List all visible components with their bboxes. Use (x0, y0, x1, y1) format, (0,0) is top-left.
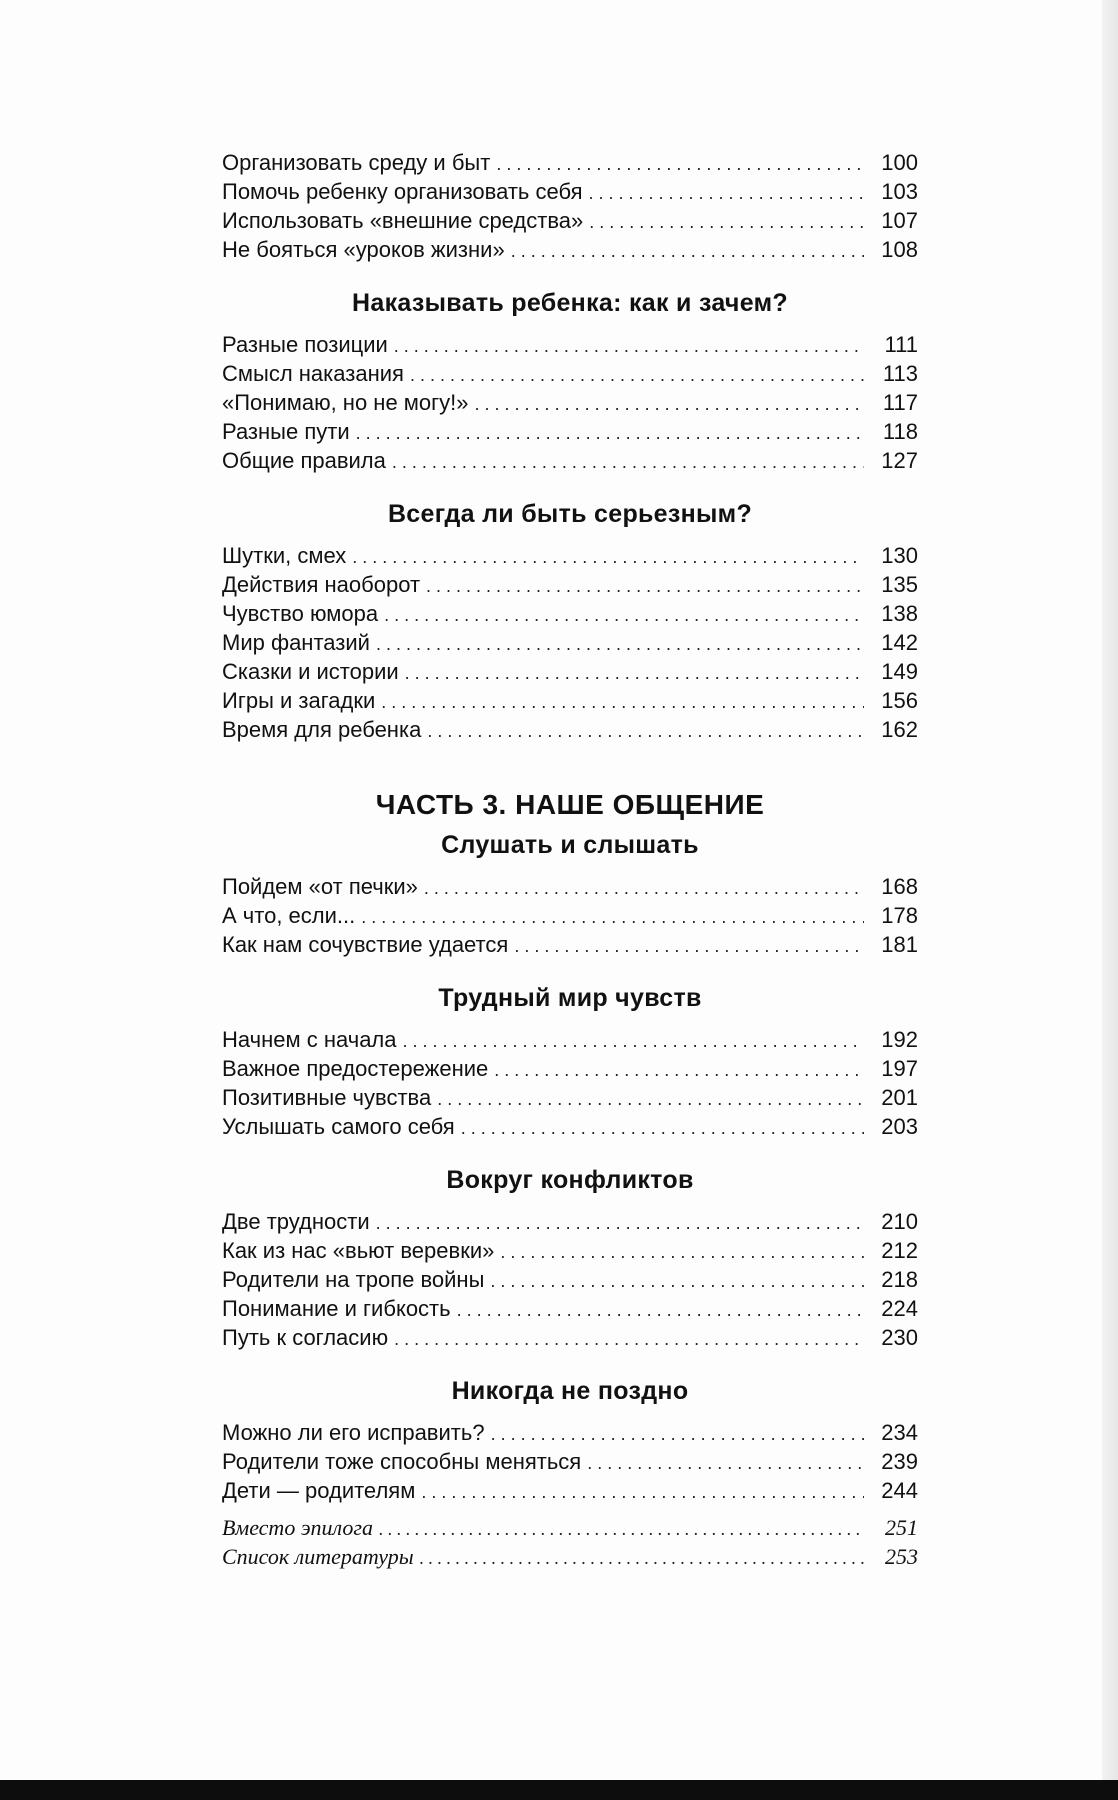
dot-leader (420, 1544, 864, 1573)
toc-section-listening (222, 830, 918, 959)
toc-entry[interactable] (222, 1513, 918, 1542)
toc-entry-page: 142 (881, 630, 918, 655)
toc-entry-page: 234 (881, 1420, 918, 1445)
toc-entry-title: Пойдем «от печки» (222, 874, 418, 899)
toc-entry[interactable] (222, 1236, 918, 1265)
toc-entry[interactable] (222, 1447, 918, 1476)
toc-entry-page: 212 (881, 1238, 918, 1263)
toc-entry-title: Общие правила (222, 448, 386, 473)
toc-entry-page: 138 (881, 601, 918, 626)
toc-entry[interactable] (222, 1112, 918, 1141)
dot-leader (376, 630, 864, 659)
toc-entry-title: Родители на тропе войны (222, 1267, 485, 1292)
toc-entry-title: Не бояться «уроков жизни» (222, 237, 505, 262)
dot-leader (361, 903, 864, 932)
toc-entry-page: 197 (881, 1056, 918, 1081)
toc-entry-title: Использовать «внешние средства» (222, 208, 584, 233)
toc-entry-page: 168 (881, 874, 918, 899)
dot-leader (381, 688, 864, 717)
toc-entry-title: Чувство юмора (222, 601, 379, 626)
toc-entry-page: 117 (882, 390, 918, 415)
toc-entry-title: Дети — родителям (222, 1478, 416, 1503)
toc-entry-page: 130 (881, 543, 918, 568)
toc-entry-title: Вместо эпилога (222, 1515, 373, 1540)
spacer (222, 959, 918, 983)
toc-entry-page: 162 (881, 717, 918, 742)
dot-leader (424, 874, 864, 903)
toc-entry-title: Как нам сочувствие удается (222, 932, 509, 957)
dot-leader (379, 1515, 864, 1544)
dot-leader (514, 932, 864, 961)
dot-leader (410, 361, 864, 390)
dot-leader (427, 717, 864, 746)
toc-entry-page: 103 (881, 179, 918, 204)
toc-entry-page: 210 (881, 1209, 918, 1234)
toc-entry[interactable] (222, 1418, 918, 1447)
toc-entry[interactable] (222, 1542, 918, 1571)
toc-entry[interactable] (222, 1054, 918, 1083)
toc-entry-title: Разные позиции (222, 332, 388, 357)
toc-entry-page: 100 (881, 150, 918, 175)
toc-entry-title: Игры и загадки (222, 688, 376, 713)
toc-entry[interactable] (222, 1265, 918, 1294)
toc-entry-title: «Понимаю, но не могу!» (222, 390, 469, 415)
scan-bottom-border (0, 1780, 1118, 1800)
toc-section-serious (222, 499, 918, 744)
toc-entry[interactable] (222, 330, 918, 359)
toc-section-feelings (222, 983, 918, 1141)
toc-entry[interactable] (222, 1025, 918, 1054)
toc-entry-page: 108 (881, 237, 918, 262)
toc-entry-title: Шутки, смех (222, 543, 347, 568)
toc-entry-page: 178 (881, 903, 918, 928)
toc-entry-page: 135 (881, 572, 918, 597)
toc-entry-page: 251 (885, 1515, 918, 1540)
toc-entry[interactable] (222, 872, 918, 901)
dot-leader (457, 1296, 864, 1325)
dot-leader (500, 1238, 864, 1267)
spacer (222, 264, 918, 288)
toc-entry[interactable] (222, 1083, 918, 1112)
toc-entry[interactable] (222, 541, 918, 570)
toc-entry-title: Как из нас «вьют веревки» (222, 1238, 495, 1263)
toc-entry-page: 218 (881, 1267, 918, 1292)
toc-entry-title: Позитивные чувства (222, 1085, 432, 1110)
dot-leader (403, 1027, 864, 1056)
toc-section-conflicts (222, 1165, 918, 1352)
toc-entry-title: Услышать самого себя (222, 1114, 455, 1139)
dot-leader (496, 150, 864, 179)
toc-entry-page: 111 (884, 332, 918, 357)
toc-entry-title: Понимание и гибкость (222, 1296, 451, 1321)
toc-entry-title: Список литературы (222, 1544, 414, 1569)
section-heading: Вокруг конфликтов (446, 1166, 694, 1194)
toc-entry-page: 244 (881, 1478, 918, 1503)
toc-entry-title: Смысл наказания (222, 361, 404, 386)
toc-entry[interactable] (222, 901, 918, 930)
toc-entry-page: 149 (881, 659, 918, 684)
toc-entry-page: 113 (882, 361, 918, 386)
dot-leader (494, 1056, 864, 1085)
toc-entry-title: Родители тоже способны меняться (222, 1449, 582, 1474)
dot-leader (461, 1114, 864, 1143)
spacer (222, 744, 918, 788)
toc-entry-title: Сказки и истории (222, 659, 399, 684)
part-title: ЧАСТЬ 3. НАШЕ ОБЩЕНИЕ (375, 789, 765, 820)
dot-leader (376, 1209, 864, 1238)
section-heading: Наказывать ребенка: как и зачем? (352, 289, 788, 317)
toc-entry-title: Путь к согласию (222, 1325, 389, 1350)
dot-leader (392, 448, 864, 477)
dot-leader (511, 237, 864, 266)
toc-entry[interactable] (222, 148, 918, 177)
toc-entry[interactable] (222, 1207, 918, 1236)
page-edge-shadow (1102, 0, 1118, 1800)
dot-leader (356, 419, 864, 448)
dot-leader (490, 1267, 864, 1296)
toc-entry[interactable] (222, 686, 918, 715)
dot-leader (394, 332, 864, 361)
dot-leader (475, 390, 864, 419)
section-heading: Слушать и слышать (441, 831, 699, 859)
toc-entry-page: 201 (881, 1085, 918, 1110)
toc-entry-title: Две трудности (222, 1209, 370, 1234)
toc-section-back-matter (222, 1513, 918, 1571)
toc-entry-title: Время для ребенка (222, 717, 422, 742)
toc-entry-page: 192 (881, 1027, 918, 1052)
spacer (222, 1352, 918, 1376)
toc-entry[interactable] (222, 359, 918, 388)
toc-entry-page: 156 (881, 688, 918, 713)
toc-entry[interactable] (222, 715, 918, 744)
dot-leader (589, 179, 864, 208)
spacer (222, 1141, 918, 1165)
toc-entry[interactable] (222, 930, 918, 959)
toc-entry[interactable] (222, 628, 918, 657)
toc-entry-title: Помочь ребенку организовать себя (222, 179, 583, 204)
toc-entry-title: Мир фантазий (222, 630, 370, 655)
toc-entry[interactable] (222, 570, 918, 599)
toc-entry[interactable] (222, 657, 918, 686)
toc-entry-page: 181 (881, 932, 918, 957)
toc-entry[interactable] (222, 446, 918, 475)
dot-leader (437, 1085, 864, 1114)
dot-leader (491, 1420, 864, 1449)
section-heading: Трудный мир чувств (438, 984, 702, 1012)
dot-leader (394, 1325, 864, 1354)
toc-section-punishment (222, 288, 918, 475)
dot-leader (421, 1478, 864, 1507)
toc-entry[interactable] (222, 1294, 918, 1323)
toc-entry[interactable] (222, 388, 918, 417)
table-of-contents (222, 148, 918, 1571)
dot-leader (384, 601, 864, 630)
toc-entry-page: 224 (881, 1296, 918, 1321)
section-heading: Никогда не поздно (451, 1377, 689, 1405)
toc-entry-page: 118 (882, 419, 918, 444)
toc-entry-page: 107 (881, 208, 918, 233)
dot-leader (589, 208, 864, 237)
toc-entry[interactable] (222, 417, 918, 446)
spacer (222, 475, 918, 499)
toc-entry-title: А что, если... (222, 903, 356, 928)
toc-section-never-late (222, 1376, 918, 1505)
toc-entry[interactable] (222, 1476, 918, 1505)
toc-entry[interactable] (222, 235, 918, 264)
toc-entry-page: 230 (881, 1325, 918, 1350)
toc-entry[interactable] (222, 1323, 918, 1352)
dot-leader (426, 572, 864, 601)
toc-entry[interactable] (222, 177, 918, 206)
toc-section-intro (222, 148, 918, 264)
toc-entry-title: Начнем с начала (222, 1027, 397, 1052)
toc-entry-title: Можно ли его исправить? (222, 1420, 485, 1445)
toc-entry-title: Действия наоборот (222, 572, 421, 597)
section-heading: Всегда ли быть серьезным? (387, 500, 753, 528)
toc-entry[interactable] (222, 206, 918, 235)
toc-entry[interactable] (222, 599, 918, 628)
toc-entry-title: Организовать среду и быт (222, 150, 491, 175)
dot-leader (352, 543, 864, 572)
toc-entry-title: Разные пути (222, 419, 350, 444)
toc-entry-page: 127 (881, 448, 918, 473)
dot-leader (405, 659, 864, 688)
toc-entry-page: 203 (881, 1114, 918, 1139)
toc-entry-page: 239 (881, 1449, 918, 1474)
toc-entry-page: 253 (885, 1544, 918, 1569)
toc-entry-title: Важное предостережение (222, 1056, 489, 1081)
dot-leader (587, 1449, 864, 1478)
